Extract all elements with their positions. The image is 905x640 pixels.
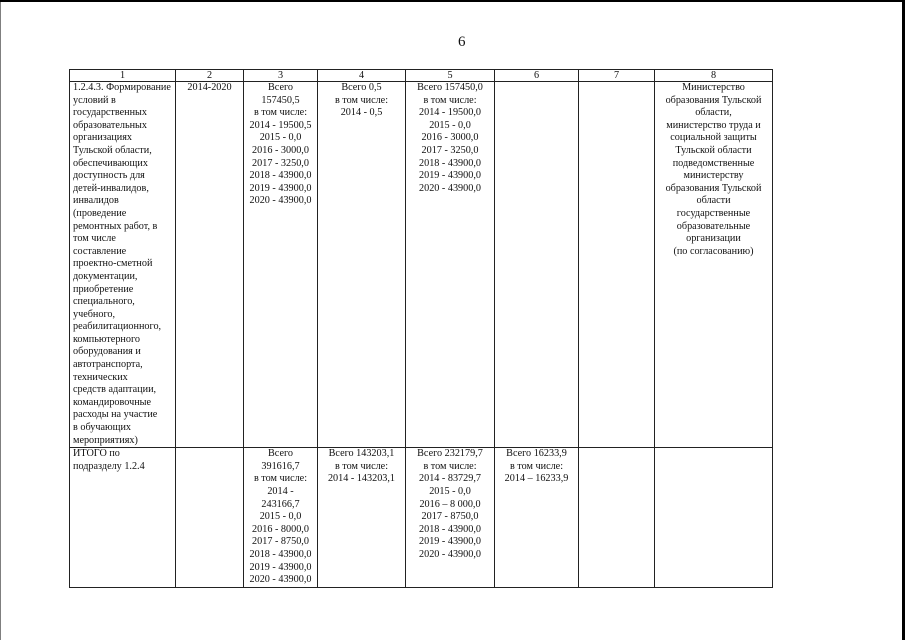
cell-line: образования Тульской (665, 182, 762, 194)
cell-line: ИТОГО по (73, 448, 120, 460)
cell-line: 2020 - 43900,0 (419, 548, 481, 560)
cell-line: обеспечивающих (73, 157, 148, 169)
cell-line: документации, (73, 270, 138, 282)
cell-line: 2019 - 43900,0 (249, 182, 312, 194)
cell-line: в обучающих (73, 422, 131, 434)
cell-line: министерство труда и (666, 119, 761, 131)
cell-line: в том числе: (334, 460, 389, 472)
other-sources-cell (579, 448, 655, 588)
cell-line: 2020 - 43900,0 (249, 574, 312, 586)
cell-line: 2014 - 0,5 (340, 107, 383, 119)
cell-line: технических (73, 371, 128, 383)
header-cell: 5 (406, 70, 495, 82)
cell-line: 2016 - 8000,0 (252, 523, 309, 535)
header-cell: 7 (579, 70, 655, 82)
total-funding-cell (244, 82, 318, 448)
cell-line: 2014 - 19500,0 (419, 107, 481, 119)
cell-line: в том числе: (423, 94, 477, 106)
regional-budget-cell (406, 448, 495, 588)
federal-budget-cell (318, 448, 406, 588)
cell-line: расходы на участие (73, 409, 158, 421)
other-sources-cell (579, 82, 655, 448)
cell-line: 2018 - 43900,0 (419, 157, 481, 169)
program-table (69, 69, 773, 588)
cell-line: 2015 - 0,0 (259, 511, 302, 523)
cell-line: Всего 143203,1 (328, 448, 395, 460)
cell-line: условий в (73, 94, 116, 106)
cell-line: государственных (73, 107, 147, 119)
cell-line: 2017 - 8750,0 (421, 511, 479, 523)
cell-line: 2016 – 8 000,0 (419, 498, 481, 510)
cell-line: Всего (268, 448, 293, 460)
header-cell: 6 (495, 70, 579, 82)
cell-line: 2015 - 0,0 (429, 119, 471, 131)
cell-line: 2020 - 43900,0 (419, 182, 481, 194)
cell-line: том числе (73, 233, 116, 245)
cell-line: Всего 16233,9 (506, 448, 567, 460)
cell-line: подразделу 1.2.4 (73, 460, 145, 472)
cell-line: Всего 0,5 (341, 82, 382, 93)
cell-line: специального, (73, 296, 135, 308)
header-cell: 4 (318, 70, 406, 82)
header-cell: 3 (244, 70, 318, 82)
cell-line: 2015 - 0,0 (259, 132, 302, 144)
cell-line: 391616,7 (261, 460, 300, 472)
cell-line: в том числе: (334, 94, 389, 106)
cell-line: автотранспорта, (73, 359, 143, 371)
cell-line: 2019 - 43900,0 (249, 561, 312, 573)
federal-budget-cell (318, 82, 406, 448)
cell-line: средств адаптации, (73, 384, 157, 396)
cell-line: 2017 - 3250,0 (421, 144, 479, 156)
cell-line: 1.2.4.3. Формирование (73, 82, 171, 93)
cell-line: составление (73, 245, 127, 257)
header-row (70, 70, 773, 82)
cell-line: мероприятиях) (73, 434, 138, 446)
cell-line: приобретение (73, 283, 134, 295)
cell-line: 2014 - (267, 486, 294, 497)
cell-line: в том числе: (509, 460, 564, 472)
cell-line: 2016 - 3000,0 (421, 132, 479, 144)
executors-cell (655, 82, 773, 448)
cell-line: компьютерного (73, 333, 140, 345)
cell-line: 2014 - 143203,1 (327, 473, 396, 485)
cell-line: 2014 – 16233,9 (504, 473, 569, 485)
cell-line: оборудования и (73, 346, 141, 358)
total-funding-cell (244, 448, 318, 588)
period-cell (176, 448, 244, 588)
period-cell (176, 82, 244, 448)
cell-line: 2017 - 3250,0 (252, 157, 309, 169)
cell-line: ремонтных работ, в (73, 220, 158, 232)
cell-line: организации (686, 233, 741, 245)
cell-line: образовательных (73, 119, 147, 131)
cell-line: инвалидов (73, 195, 119, 207)
measure-description-cell (70, 82, 176, 448)
cell-line: области (696, 195, 731, 207)
cell-line: 2018 - 43900,0 (249, 548, 312, 560)
cell-line: Всего 157450,0 (417, 82, 483, 93)
executors-cell (655, 448, 773, 588)
cell-line: (проведение (73, 207, 127, 219)
header-cell: 8 (655, 70, 773, 82)
cell-line: Тульской области (675, 144, 752, 156)
cell-line: Всего 232179,7 (417, 448, 483, 460)
page-number: 6 (458, 34, 466, 50)
cell-line: подведомственные (672, 157, 755, 169)
cell-line: 2019 - 43900,0 (419, 536, 481, 548)
cell-line: учебного, (73, 308, 116, 320)
header-cell: 1 (70, 70, 176, 82)
cell-line: доступность для (73, 170, 145, 182)
cell-line: Всего (268, 82, 293, 93)
local-budget-cell (495, 82, 579, 448)
cell-line: организациях (73, 132, 133, 144)
cell-line: образования Тульской (665, 94, 762, 106)
cell-line: 2014 - 83729,7 (419, 473, 481, 485)
cell-line: детей-инвалидов, (73, 182, 149, 194)
cell-line: Министерство (682, 82, 745, 93)
cell-line: 243166,7 (261, 498, 300, 510)
table-row (70, 82, 773, 448)
cell-line: социальной защиты (670, 132, 757, 144)
cell-line: командировочные (73, 396, 152, 408)
cell-line: в том числе: (253, 473, 308, 485)
cell-line: образовательные (676, 220, 751, 232)
cell-line: 2020 - 43900,0 (249, 195, 312, 207)
cell-line: 157450,5 (261, 94, 300, 106)
cell-line: проектно-сметной (73, 258, 153, 270)
table-row (70, 448, 773, 588)
cell-line: (по согласованию) (673, 245, 754, 257)
cell-line: 2017 - 8750,0 (252, 536, 309, 548)
scan-edge-left (0, 0, 1, 640)
cell-line: 2014-2020 (187, 82, 232, 93)
scan-edge-top (0, 0, 905, 2)
regional-budget-cell (406, 82, 495, 448)
cell-line: министерству (683, 170, 744, 182)
total-label-cell (70, 448, 176, 588)
cell-line: области, (695, 107, 732, 119)
cell-line: реабилитационного, (73, 321, 162, 333)
cell-line: 2014 - 19500,5 (249, 119, 312, 131)
cell-line: Тульской области, (73, 144, 152, 156)
cell-line: 2019 - 43900,0 (419, 170, 481, 182)
cell-line: в том числе: (423, 460, 477, 472)
cell-line: 2018 - 43900,0 (419, 523, 481, 535)
cell-line: 2018 - 43900,0 (249, 170, 312, 182)
local-budget-cell (495, 448, 579, 588)
header-cell: 2 (176, 70, 244, 82)
cell-line: 2016 - 3000,0 (252, 144, 309, 156)
cell-line: 2015 - 0,0 (429, 486, 471, 497)
cell-line: государственные (676, 207, 751, 219)
cell-line: в том числе: (253, 107, 308, 119)
